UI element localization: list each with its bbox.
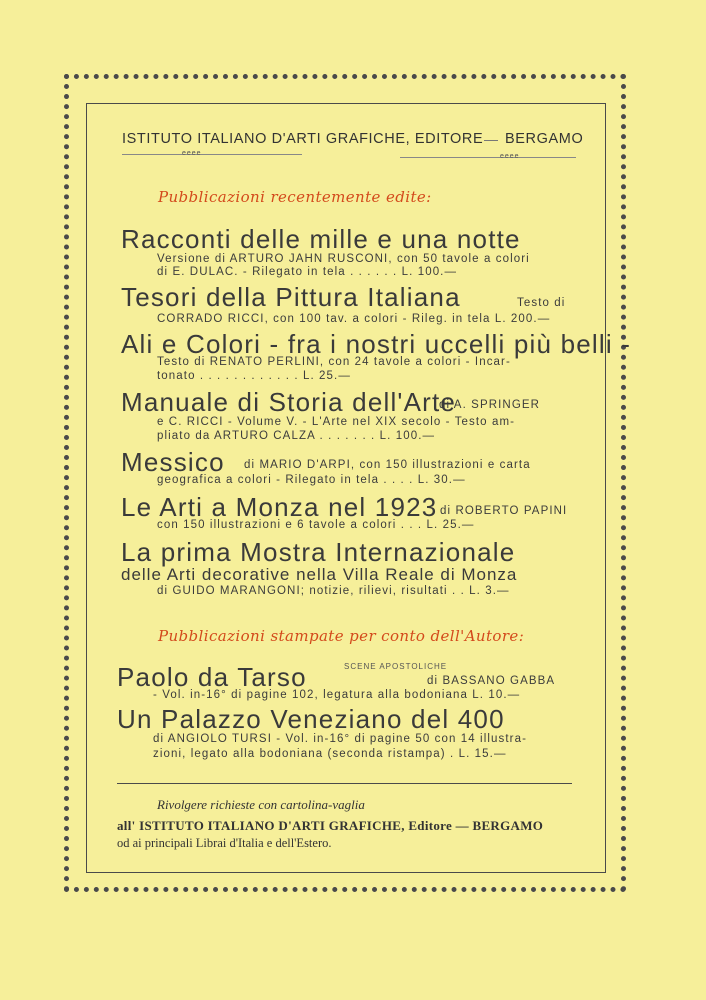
book-title: Messico	[121, 447, 225, 477]
book-desc: CORRADO RICCI, con 100 tav. a colori - Rileg. in tela L. 200.—	[157, 313, 551, 325]
footer-note: od ai principali Librai d'Italia e dell'Estero.	[117, 836, 332, 850]
book-desc: e C. RICCI - Volume V. - L'Arte nel XIX secolo - Testo am-	[157, 416, 516, 428]
book-desc: zioni, legato alla bodoniana (seconda ristampa) . L. 15.—	[153, 748, 507, 760]
book-title: Tesori della Pittura Italiana	[121, 282, 461, 312]
section-title-author: Pubblicazioni stampate per conto dell'Autore:	[158, 627, 525, 645]
footer-rule	[117, 783, 572, 784]
book-desc: di ANGIOLO TURSI - Vol. in-16° di pagine 50 con 14 illustra-	[153, 733, 528, 745]
ornament-left: eeee	[182, 150, 202, 157]
footer-instruction: Rivolgere richieste con cartolina-vaglia	[157, 797, 365, 812]
book-desc: Versione di ARTURO JAHN RUSCONI, con 50 tavole a colori	[157, 253, 530, 265]
book-title: Racconti delle mille e una notte	[121, 224, 521, 254]
book-desc: Testo di RENATO PERLINI, con 24 tavole a colori - Incar-	[157, 356, 511, 368]
book-desc: - Vol. in-16° di pagine 102, legatura alla bodoniana L. 10.—	[153, 689, 521, 701]
book-author-intro: di A. SPRINGER	[439, 399, 541, 411]
book-subtitle: SCENE APOSTOLICHE	[344, 662, 448, 671]
header-rule-left	[122, 154, 302, 155]
book-subtitle: delle Arti decorative nella Villa Reale di Monza	[121, 565, 518, 584]
book-desc: con 150 illustrazioni e 6 tavole a colori . . . L. 25.—	[157, 519, 475, 531]
book-desc: tonato . . . . . . . . . . . . L. 25.—	[157, 370, 351, 382]
book-author-intro: di BASSANO GABBA	[427, 675, 556, 687]
ornament-right: eeee	[500, 153, 520, 160]
book-desc: pliato da ARTURO CALZA . . . . . . . L. 100.—	[157, 430, 436, 442]
book-title: Paolo da Tarso	[117, 662, 307, 692]
book-desc: di E. DULAC. - Rilegato in tela . . . . . . L. 100.—	[157, 266, 458, 278]
book-author-intro: di MARIO D'ARPI, con 150 illustrazioni e carta	[244, 459, 531, 471]
book-desc: di GUIDO MARANGONI; notizie, rilievi, risultati . . L. 3.—	[157, 585, 510, 597]
book-title: Ali e Colori - fra i nostri uccelli più belli -	[121, 329, 632, 359]
book-desc: geografica a colori - Rilegato in tela . . . . L. 30.—	[157, 474, 466, 486]
book-title: Le Arti a Monza nel 1923	[121, 492, 438, 522]
book-title: La prima Mostra Internazionale	[121, 537, 516, 567]
header-rule-right	[400, 157, 576, 158]
book-title: Manuale di Storia dell'Arte	[121, 387, 457, 417]
book-author-intro: Testo di	[517, 297, 566, 309]
section-title-recent: Pubblicazioni recentemente edite:	[158, 188, 432, 206]
header-dash	[484, 140, 498, 141]
book-author-intro: di ROBERTO PAPINI	[440, 505, 568, 517]
book-title: Un Palazzo Veneziano del 400	[117, 704, 505, 734]
footer-address: all' ISTITUTO ITALIANO D'ARTI GRAFICHE, Editore — BERGAMO	[117, 818, 544, 833]
publisher-name: ISTITUTO ITALIANO D'ARTI GRAFICHE, EDITORE	[122, 131, 484, 147]
publisher-city: BERGAMO	[505, 131, 584, 147]
